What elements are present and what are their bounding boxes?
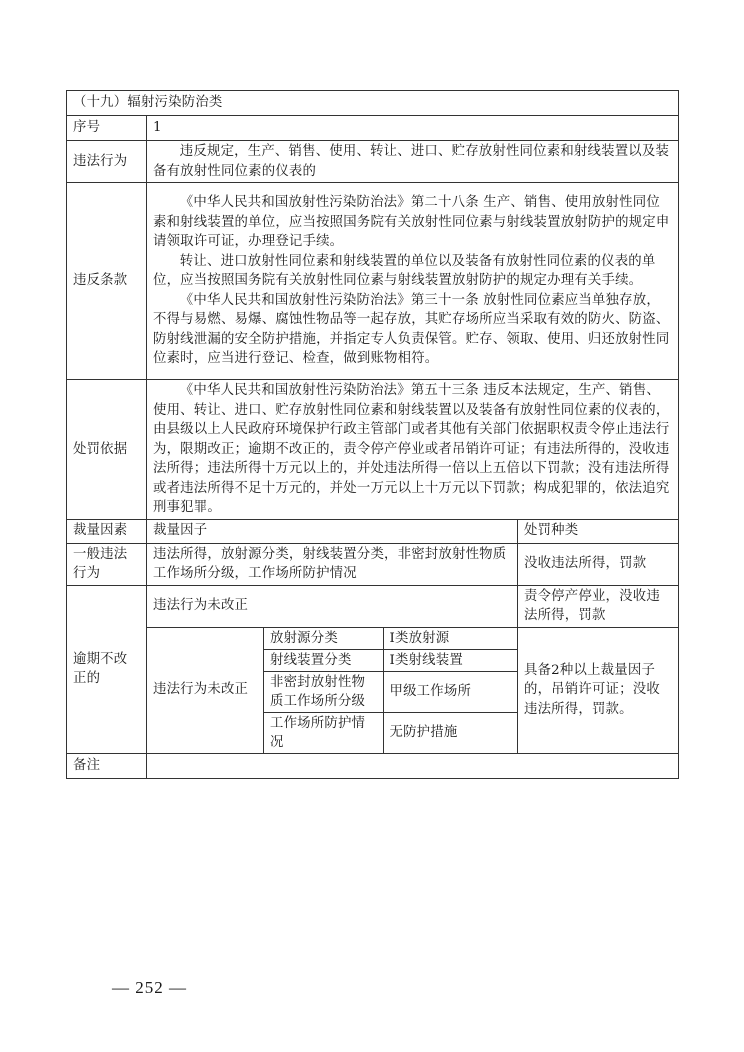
overdue-second-penalty: 具备2种以上裁量因子的，吊销许可证；没收违法所得，罚款。	[518, 627, 679, 753]
discretion-factor-header: 裁量因子	[147, 519, 518, 543]
overdue-first-factor: 违法行为未改正	[147, 585, 518, 627]
penalty-discretion-table	[66, 90, 679, 779]
general-violation-label: 一般违法行为	[67, 543, 147, 585]
penalty-basis-text: 《中华人民共和国放射性污染防治法》第五十三条 违反本法规定，生产、销售、使用、转让、进口、贮存放射性同位素和射线装置以及装备有放射性同位素的仪表的，由县级以上人民政府环境保护行政主管部门或者其他有关部门依据职权责令停止违法行为，限期改正；逾期不改正的，责令停产停业或者吊销许可证；有违法所得的，没收违法所得；违法所得十万元以上的，并处违法所得一倍以上五倍以下罚款；没有违法所得或者违法所得不足十万元的，并处一万元以上十万元以下罚款；构成犯罪的，依法追究刑事犯罪。	[147, 380, 679, 520]
clause-paragraph: 《中华人民共和国放射性污染防治法》第二十八条 生产、销售、使用放射性同位素和射线装置的单位，应当按照国务院有关放射性同位素与射线装置放射防护的规定申请领取许可证，办理登记手续。	[153, 195, 670, 250]
section-title: （十九）辐射污染防治类	[67, 91, 679, 116]
serial-label: 序号	[67, 116, 147, 141]
overdue-first-penalty: 责令停产停业，没收违法所得，罚款	[518, 585, 679, 627]
clause-paragraph: 《中华人民共和国放射性污染防治法》第三十一条 放射性同位素应当单独存放，不得与易燃、易爆、腐蚀性物品等一起存放，其贮存场所应当采取有效的防火、防盗、防射线泄漏的安全防护措施，并指定专人负责保管。贮存、领取、使用、归还放射性同位素时，应当进行登记、检查，做到账物相符。	[153, 292, 670, 367]
violation-text: 违反规定，生产、销售、使用、转让、进口、贮存放射性同位素和射线装置以及装备有放射性同位素的仪表的	[147, 141, 679, 183]
overdue-subfactors	[264, 627, 518, 753]
subfactor-value: I类放射源	[383, 628, 518, 650]
violated-clauses-label: 违反条款	[67, 183, 147, 380]
penalty-type-header: 处罚种类	[518, 519, 679, 543]
remarks-value	[147, 753, 679, 778]
subfactor-value: 无防护措施	[383, 712, 518, 753]
subfactor-value: 甲级工作场所	[383, 671, 518, 712]
serial-value: 1	[147, 116, 679, 141]
subfactor-name: 非密封放射性物质工作场所分级	[264, 671, 383, 712]
general-violation-factors: 违法所得，放射源分类，射线装置分类，非密封放射性物质工作场所分级，工作场所防护情况	[147, 543, 518, 585]
discretion-factors-label: 裁量因素	[67, 519, 147, 543]
overdue-label: 逾期不改正的	[67, 585, 147, 753]
violation-label: 违法行为	[67, 141, 147, 183]
penalty-basis-label: 处罚依据	[67, 380, 147, 520]
subfactor-value: I类射线装置	[383, 649, 518, 671]
subfactor-name: 工作场所防护情况	[264, 712, 383, 753]
overdue-second-factor: 违法行为未改正	[147, 627, 264, 753]
page-number: — 252 —	[112, 978, 187, 997]
violated-clauses-content	[147, 183, 679, 380]
subfactor-name: 射线装置分类	[264, 649, 383, 671]
general-violation-penalty: 没收违法所得，罚款	[518, 543, 679, 585]
subfactor-table	[264, 628, 518, 753]
clause-paragraph: 转让、进口放射性同位素和射线装置的单位以及装备有放射性同位素的仪表的单位，应当按照国务院有关放射性同位素与射线装置放射防护的规定办理有关手续。	[153, 253, 656, 289]
subfactor-name: 放射源分类	[264, 628, 383, 650]
remarks-label: 备注	[67, 753, 147, 778]
